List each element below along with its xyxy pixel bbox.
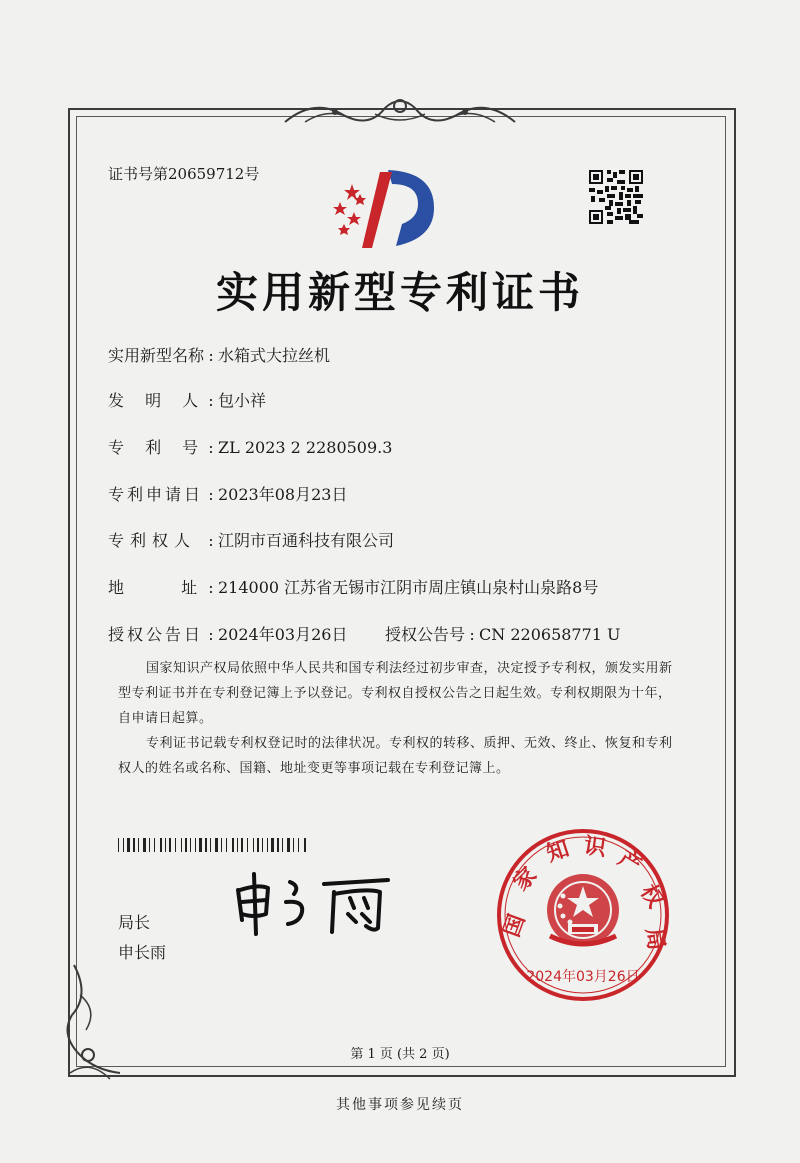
address-value: 214000 江苏省无锡市江阴市周庄镇山泉村山泉路8号	[218, 578, 599, 597]
barcode	[118, 838, 308, 852]
seal-char-3: 知	[543, 836, 573, 868]
document-title: 实用新型专利证书	[215, 268, 584, 317]
seal-char-4: 识	[582, 833, 608, 862]
handwritten-signature	[228, 868, 398, 938]
field-grant-date: 授权公告日 : 2024年03月26日	[108, 622, 347, 645]
address-label: 地 址	[108, 578, 198, 597]
legal-status-paragraph: 专利证书记载专利权登记时的法律状况。专利权的转移、质押、无效、终止、恢复和专利权人的姓名或名称、国籍、地址变更等事项记载在专利登记簿上。	[118, 736, 673, 776]
grant-date-value: 2024年03月26日	[218, 625, 348, 644]
field-inventor: 发 明 人 : 包小祥	[108, 388, 266, 411]
field-filing-date: 专利申请日 : 2023年08月23日	[108, 482, 347, 505]
grant-date-label: 授权公告日	[108, 625, 204, 644]
patent-number-value: ZL 2023 2 2280509.3	[218, 438, 393, 457]
field-patent-number: 专 利 号 : ZL 2023 2 2280509.3	[108, 435, 392, 458]
filing-date-label: 专利申请日	[108, 485, 204, 504]
signer-name: 申长雨	[118, 943, 167, 962]
patentee-label: 专利权人	[108, 531, 197, 550]
inventor-label: 发 明 人	[108, 391, 207, 410]
continued-note: 其他事项参见续页	[336, 1097, 464, 1113]
certificate-number: 证书号第20659712号	[108, 165, 260, 183]
seal-char-6: 权	[635, 880, 668, 913]
grant-number-value: CN 220658771 U	[479, 625, 621, 644]
seal-date: 2024年03月26日	[526, 969, 640, 985]
page-number: 第 1 页 (共 2 页)	[350, 1047, 450, 1062]
bottom-left-ornament	[60, 955, 140, 1085]
qr-code	[589, 170, 643, 224]
utility-name-value: 水箱式大拉丝机	[218, 346, 331, 365]
seal-char-5: 产	[613, 846, 646, 879]
grant-statement-paragraph: 国家知识产权局依照中华人民共和国专利法经过初步审查，决定授予专利权，颁发实用新型专利证书并在专利登记簿上予以登记。专利权自授权公告之日起生效。专利权期限为十年，自申请日起算。	[118, 661, 673, 726]
field-patentee: 专利权人 : 江阴市百通科技有限公司	[108, 528, 394, 551]
seal-char-1: 国	[499, 911, 531, 941]
patentee-value: 江阴市百通科技有限公司	[218, 531, 395, 550]
utility-name-label: 实用新型名称	[108, 346, 205, 365]
grant-number-label: 授权公告号	[385, 625, 466, 644]
patent-number-label: 专 利 号	[108, 438, 207, 457]
signer-title: 局长	[118, 913, 151, 932]
inventor-value: 包小祥	[218, 391, 267, 410]
field-address: 地 址 : 214000 江苏省无锡市江阴市周庄镇山泉村山泉路8号	[108, 575, 598, 598]
filing-date-value: 2023年08月23日	[218, 485, 348, 504]
top-ornament	[275, 92, 525, 130]
cnipa-emblem-icon	[330, 162, 442, 252]
field-grant-number: 授权公告号 : CN 220658771 U	[385, 622, 621, 645]
seal-char-7: 局	[640, 926, 669, 952]
seal-char-2: 家	[508, 862, 543, 897]
field-utility-name: 实用新型名称 : 水箱式大拉丝机	[108, 343, 330, 366]
